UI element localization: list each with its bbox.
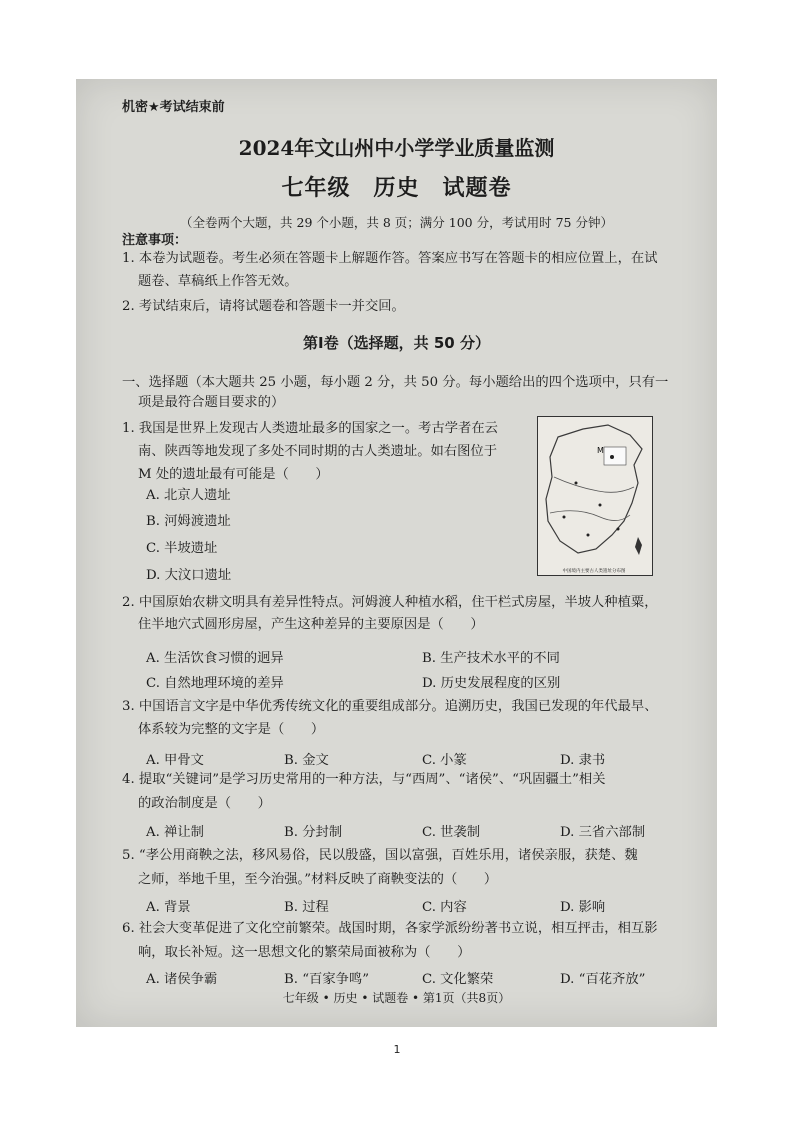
question-1-option-a: A. 北京人遗址 [146, 488, 231, 503]
question-5-option-b: B. 过程 [284, 900, 329, 915]
question-5-stem-cont: 之师，举地千里，至今治强。”材料反映了商鞅变法的（ ） [138, 872, 498, 887]
question-3-option-b: B. 金文 [284, 753, 329, 768]
question-2-option-b: B. 生产技术水平的不同 [422, 651, 560, 666]
china-map-figure [537, 416, 653, 576]
question-3-option-c: C. 小篆 [422, 753, 467, 768]
map-caption: 中国境内主要古人类遗址分布图 [562, 569, 626, 574]
yangtze-river-line [550, 511, 630, 521]
question-5-option-d: D. 影响 [560, 900, 606, 915]
question-6-option-d: D. “百花齐放” [560, 972, 646, 987]
page-number: 1 [393, 1043, 401, 1056]
question-5-option-a: A. 背景 [146, 900, 191, 915]
notice-item-1: 1. 本卷为试题卷。考生必须在答题卡上解题作答。答案应书写在答题卡的相应位置上，在试 [122, 251, 658, 266]
question-4-option-a: A. 禅让制 [146, 825, 204, 840]
map-highlight-box [604, 447, 626, 465]
map-site-m [610, 455, 614, 459]
map-site [599, 504, 602, 507]
question-4-option-b: B. 分封制 [284, 825, 343, 840]
question-1-stem-cont: 南、陕西等地发现了多处不同时期的古人类遗址。如右图位于 [138, 444, 498, 459]
question-1-stem-cont: M 处的遗址最有可能是（ ） [138, 467, 329, 482]
map-site [575, 482, 578, 485]
question-3-option-d: D. 隶书 [560, 753, 606, 768]
question-1-stem: 1. 我国是世界上发现古人类遗址最多的国家之一。考古学者在云 [122, 421, 498, 436]
question-5-stem: 5. “孝公用商鞅之法，移风易俗，民以殷盛，国以富强，百姓乐用，诸侯亲服，获楚、魏 [122, 848, 638, 863]
question-1-option-c: C. 半坡遗址 [146, 541, 218, 556]
question-4-option-d: D. 三省六部制 [560, 825, 646, 840]
map-site [617, 528, 620, 531]
question-6-option-a: A. 诸侯争霸 [146, 972, 218, 987]
question-5-option-c: C. 内容 [422, 900, 467, 915]
yellow-river-line [554, 477, 634, 492]
map-marker-m: M [597, 446, 604, 455]
section-title: 第Ⅰ卷（选择题，共 50 分） [303, 334, 490, 352]
question-3-option-a: A. 甲骨文 [146, 753, 204, 768]
page-footer: 七年级 • 历史 • 试题卷 • 第1页（共8页） [282, 991, 511, 1005]
question-1-option-d: D. 大汶口遗址 [146, 568, 232, 583]
china-map-svg [538, 417, 652, 575]
question-6-stem-cont: 响，取长补短。这一思想文化的繁荣局面被称为（ ） [138, 945, 471, 960]
notice-item-1-cont: 题卷、草稿纸上作答无效。 [138, 274, 298, 289]
exam-page-photo [76, 79, 717, 1027]
exam-title: 2024年文山州中小学学业质量监测 [238, 136, 555, 160]
question-2-stem: 2. 中国原始农耕文明具有差异性特点。河姆渡人种植水稻，住干栏式房屋，半坡人种植粟， [122, 595, 658, 610]
question-2-option-c: C. 自然地理环境的差异 [146, 676, 284, 691]
question-6-option-c: C. 文化繁荣 [422, 972, 494, 987]
question-4-stem-cont: 的政治制度是（ ） [138, 796, 271, 811]
part-one-heading-cont: 项是最符合题目要求的） [138, 395, 285, 410]
question-2-option-a: A. 生活饮食习惯的迥异 [146, 651, 284, 666]
map-site [587, 534, 590, 537]
question-4-option-c: C. 世袭制 [422, 825, 481, 840]
exam-subtitle: （全卷两个大题，共 29 个小题，共 8 页；满分 100 分，考试用时 75 分钟） [180, 215, 613, 230]
question-1-option-b: B. 河姆渡遗址 [146, 514, 231, 529]
question-3-stem-cont: 体系较为完整的文字是（ ） [138, 722, 325, 737]
confidential-label: 机密★考试结束前 [122, 100, 225, 115]
question-2-option-d: D. 历史发展程度的区别 [422, 676, 561, 691]
china-outline [546, 425, 642, 553]
taiwan-shape [635, 537, 642, 555]
notice-item-2: 2. 考试结束后，请将试题卷和答题卡一并交回。 [122, 299, 405, 314]
notice-heading: 注意事项： [122, 233, 188, 248]
question-4-stem: 4. 提取“关键词”是学习历史常用的一种方法，与“西周”、“诸侯”、“巩固疆土”相关 [122, 772, 606, 787]
part-one-heading: 一、选择题（本大题共 25 小题，每小题 2 分，共 50 分。每小题给出的四个选项中，只有一 [122, 375, 669, 390]
question-2-stem-cont: 住半地穴式圆形房屋，产生这种差异的主要原因是（ ） [138, 617, 484, 632]
exam-subject-title: 七年级 历史 试题卷 [281, 175, 512, 201]
question-3-stem: 3. 中国语言文字是中华优秀传统文化的重要组成部分。追溯历史，我国已发现的年代最早、 [122, 699, 658, 714]
map-site [563, 516, 566, 519]
question-6-option-b: B. “百家争鸣” [284, 972, 370, 987]
question-6-stem: 6. 社会大变革促进了文化空前繁荣。战国时期，各家学派纷纷著书立说，相互抨击，相互影 [122, 921, 658, 936]
